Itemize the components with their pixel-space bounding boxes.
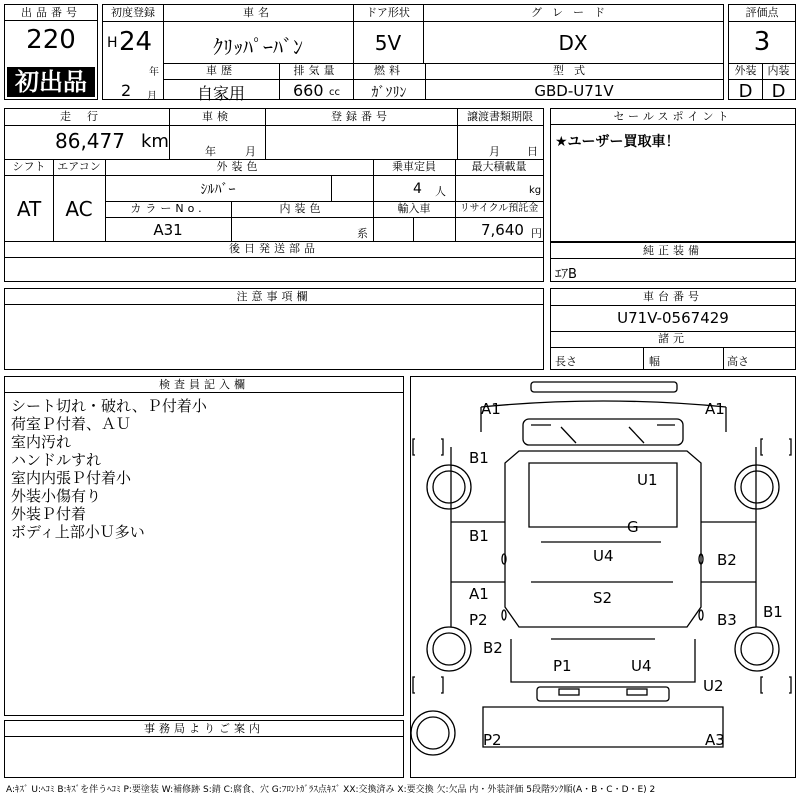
caution-box bbox=[4, 288, 544, 370]
grade: DX bbox=[558, 31, 588, 55]
int-label: 内装 bbox=[767, 64, 790, 77]
car-diagram bbox=[410, 376, 796, 778]
office-label: 事務局よりご案内 bbox=[5, 721, 403, 737]
damage-mark: U1 bbox=[637, 471, 658, 489]
damage-mark: A1 bbox=[469, 585, 489, 603]
fuel-label: 燃料 bbox=[374, 64, 404, 77]
first-listing-badge: 初出品 bbox=[7, 67, 95, 97]
car-diagram-svg bbox=[411, 377, 795, 777]
interior-unit: 系 bbox=[357, 227, 368, 240]
reg-no-label: 登録番号 bbox=[331, 110, 391, 123]
dims-label: 諸元 bbox=[658, 332, 688, 345]
damage-mark: B2 bbox=[483, 639, 503, 657]
note-line: シート切れ・破れ、Ｐ付着小 bbox=[11, 397, 207, 415]
damage-mark: A1 bbox=[481, 400, 501, 418]
note-line: ハンドルすれ bbox=[11, 451, 102, 469]
length-label: 長さ bbox=[555, 355, 577, 368]
displacement-unit: cc bbox=[329, 87, 340, 98]
note-line: 外装Ｐ付着 bbox=[11, 505, 87, 523]
note-line: 外装小傷有り bbox=[11, 487, 102, 505]
interior-color-label: 内装色 bbox=[279, 202, 325, 215]
damage-mark: P1 bbox=[553, 657, 572, 675]
damage-mark: G bbox=[627, 518, 639, 536]
note-line: 荷室Ｐ付着、ＡＵ bbox=[11, 415, 132, 433]
grade-label: グレード bbox=[531, 6, 615, 19]
ac-label: エアコン bbox=[57, 160, 101, 173]
shift-label: シフト bbox=[12, 160, 46, 173]
damage-mark: U2 bbox=[703, 677, 724, 695]
damage-mark: A1 bbox=[705, 400, 725, 418]
equipment-text: ｴｱB bbox=[555, 267, 577, 282]
capacity-label: 乗車定員 bbox=[392, 160, 436, 173]
history-label: 車歴 bbox=[206, 64, 236, 77]
score-box bbox=[728, 4, 796, 100]
width-label: 幅 bbox=[649, 355, 660, 368]
color-no-label: カラーNo. bbox=[130, 202, 206, 215]
damage-mark: P2 bbox=[483, 731, 502, 749]
month-unit: 月 bbox=[147, 91, 157, 102]
header-grid bbox=[102, 4, 724, 103]
legend-text: A:ｷｽﾞ U:ﾍｺﾐ B:ｷｽﾞを伴うﾍｺﾐ P:要塗装 W:補修跡 S:錆 C:腐食、穴 G:ﾌﾛﾝﾄｶﾞﾗｽ点ｷｽﾞ XX:交換済み X:要交換 欠:欠品 内・外装評価 5段階ﾗﾝｸ順(A・B・C・D・E) 2 bbox=[6, 785, 656, 795]
mileage-label: 走行 bbox=[60, 110, 114, 123]
inspection-year-unit: 年 bbox=[205, 145, 216, 158]
load-unit: kg bbox=[529, 185, 542, 196]
note-line: 室内汚れ bbox=[11, 433, 72, 451]
door-type: 5V bbox=[374, 31, 402, 55]
color-no: A31 bbox=[153, 221, 183, 239]
damage-mark: B1 bbox=[469, 527, 489, 545]
shift: AT bbox=[16, 197, 42, 221]
model-label: 型式 bbox=[553, 64, 595, 77]
first-reg-year: 24 bbox=[119, 27, 153, 57]
import-label: 輸入車 bbox=[397, 202, 431, 215]
damage-mark: B1 bbox=[763, 603, 783, 621]
ext-label: 外装 bbox=[734, 64, 757, 77]
car-name: ｸﾘｯﾊﾟｰﾊﾞﾝ bbox=[213, 35, 303, 59]
inspection-label: 車検 bbox=[202, 110, 232, 123]
ac: AC bbox=[65, 197, 93, 221]
era: H bbox=[107, 35, 118, 51]
history: 自家用 bbox=[196, 84, 245, 103]
score-label: 評価点 bbox=[745, 6, 779, 19]
transfer-month-unit: 月 bbox=[489, 145, 500, 158]
caution-label: 注意事項欄 bbox=[5, 289, 543, 305]
equipment-label: 純正装備 bbox=[551, 243, 795, 259]
lot-no: 220 bbox=[26, 25, 76, 55]
inspector-box bbox=[4, 376, 404, 716]
lot-no-label: 出品番号 bbox=[5, 5, 97, 21]
displacement-label: 排気量 bbox=[293, 64, 339, 77]
note-line: ボディ上部小Ｕ多い bbox=[11, 523, 145, 541]
chassis-box bbox=[550, 288, 796, 370]
inspector-notes bbox=[11, 397, 207, 541]
note-line: 室内内張Ｐ付着小 bbox=[11, 469, 132, 487]
first-reg-month: 2 bbox=[121, 81, 132, 100]
chassis-label: 車台番号 bbox=[643, 290, 703, 303]
capacity: 4 bbox=[413, 181, 422, 197]
damage-mark: U4 bbox=[593, 547, 614, 565]
fuel: ｶﾞｿﾘﾝ bbox=[371, 85, 407, 101]
damage-mark: U4 bbox=[631, 657, 652, 675]
inspection-month-unit: 月 bbox=[245, 145, 256, 158]
sales-point-text: ★ユーザー買取車！ bbox=[555, 134, 680, 150]
damage-mark: P2 bbox=[469, 611, 488, 629]
damage-mark: B3 bbox=[717, 611, 737, 629]
recycle-fee: 7,640 bbox=[481, 221, 524, 239]
first-reg-label: 初度登録 bbox=[111, 6, 155, 19]
later-parts-label: 後日発送部品 bbox=[229, 242, 319, 255]
transfer-doc-label: 譲渡書類期限 bbox=[467, 110, 533, 123]
int-grade: D bbox=[771, 81, 786, 102]
score: 3 bbox=[753, 27, 771, 57]
year-unit: 年 bbox=[149, 67, 159, 78]
damage-mark: B1 bbox=[469, 449, 489, 467]
office-box bbox=[4, 720, 404, 778]
lot-no-box bbox=[4, 4, 98, 100]
vehicle-info-grid bbox=[4, 108, 544, 282]
model: GBD-U71V bbox=[534, 82, 614, 100]
sales-point-box bbox=[550, 108, 796, 242]
color-label: 外装色 bbox=[216, 160, 262, 173]
capacity-unit: 人 bbox=[435, 185, 446, 198]
ext-grade: D bbox=[738, 81, 753, 102]
load-label: 最大積載量 bbox=[471, 160, 527, 173]
displacement: 660 bbox=[293, 81, 324, 100]
damage-mark: B2 bbox=[717, 551, 737, 569]
door-label: ドア形状 bbox=[366, 6, 410, 19]
mileage-unit: km bbox=[141, 131, 169, 152]
sales-point-label: セールスポイント bbox=[551, 109, 795, 125]
car-name-label: 車名 bbox=[243, 6, 273, 19]
height-label: 高さ bbox=[727, 355, 749, 368]
damage-mark: A3 bbox=[705, 731, 725, 749]
transfer-day-unit: 日 bbox=[527, 145, 538, 158]
recycle-label: リサイクル預託金 bbox=[459, 203, 539, 214]
inspector-label: 検査員記入欄 bbox=[5, 377, 403, 393]
chassis-number: U71V-0567429 bbox=[617, 309, 729, 327]
damage-mark: S2 bbox=[593, 589, 613, 607]
equipment-box bbox=[550, 242, 796, 282]
mileage: 86,477 bbox=[55, 129, 125, 153]
color: ｼﾙﾊﾞｰ bbox=[200, 182, 236, 198]
recycle-unit: 円 bbox=[531, 227, 542, 240]
